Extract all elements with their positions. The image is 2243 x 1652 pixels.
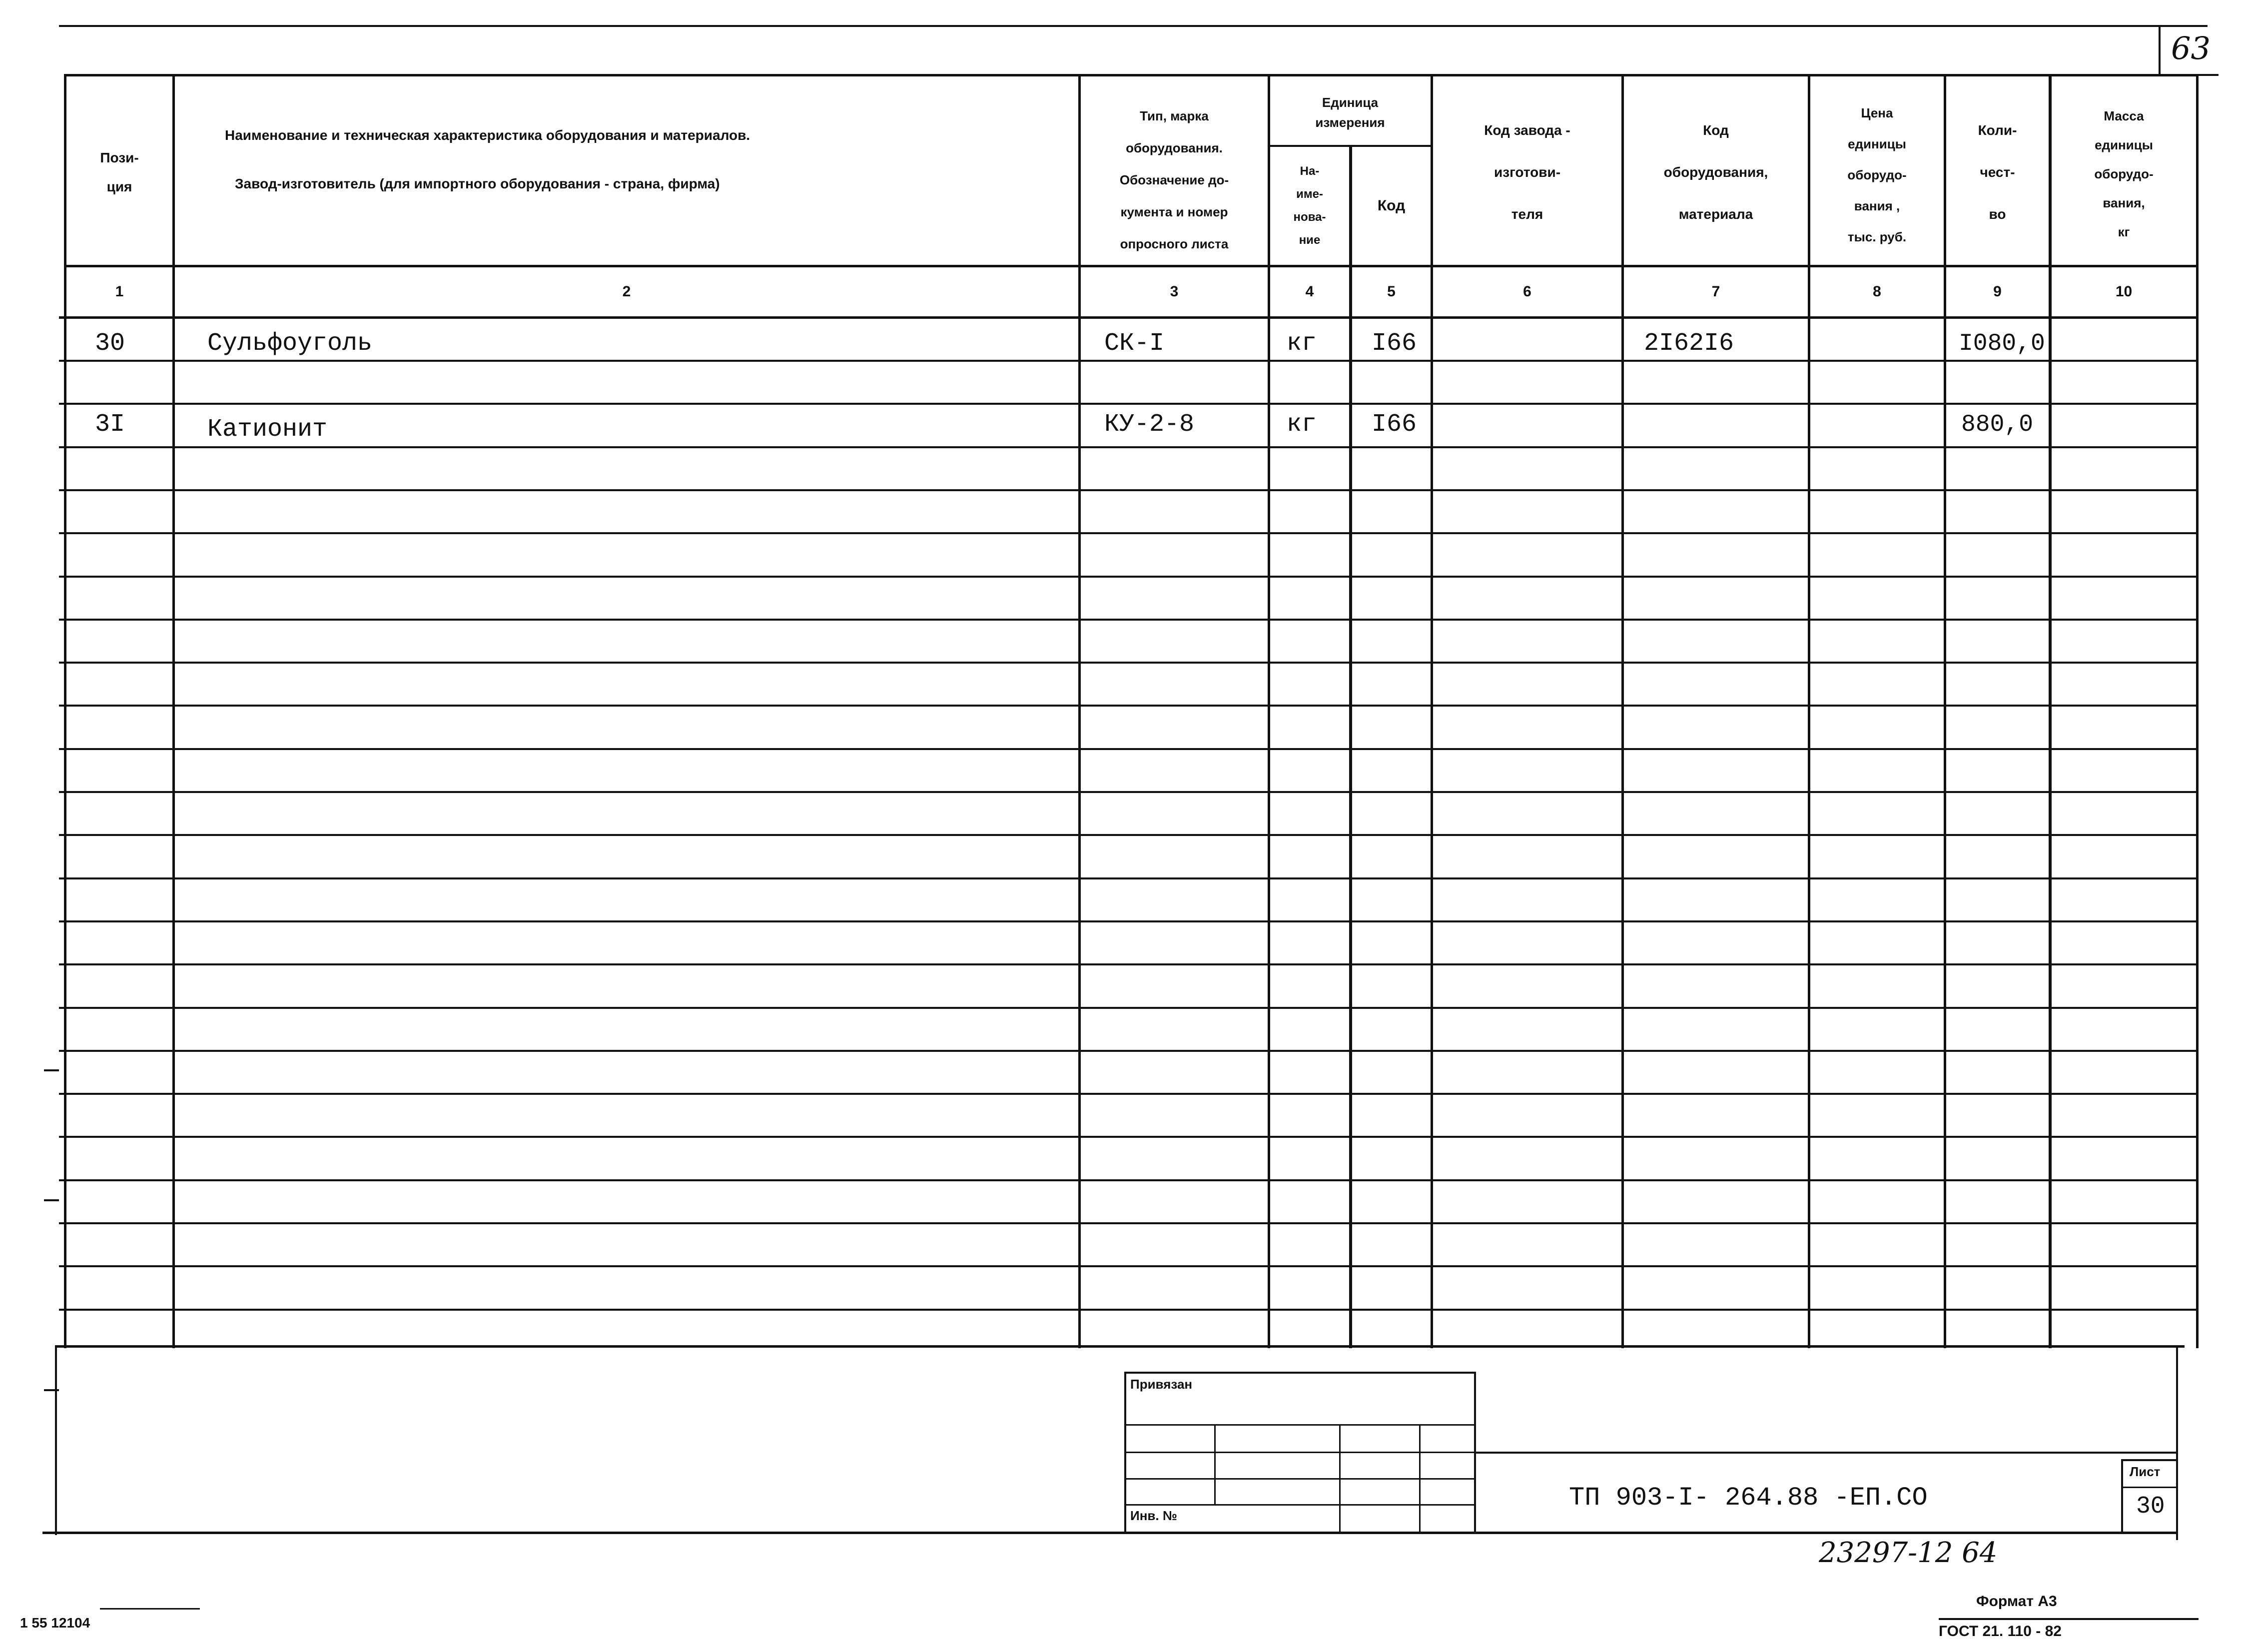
binding-box-col bbox=[1339, 1424, 1341, 1532]
title-block-top bbox=[1474, 1452, 2178, 1454]
binding-box-rule bbox=[1124, 1504, 1476, 1506]
row-rule bbox=[59, 748, 2199, 750]
column-number: 4 bbox=[1305, 283, 1314, 300]
table-bottom-border bbox=[55, 1345, 2185, 1348]
col-line-1 bbox=[172, 74, 175, 1348]
footer-left-code: 1 55 12104 bbox=[20, 1615, 90, 1631]
row-rule bbox=[59, 446, 2199, 448]
row-rule bbox=[59, 1309, 2199, 1311]
sheet-box-left bbox=[2121, 1459, 2123, 1534]
header-price: Цена единицы оборудо- вания , тыс. руб. bbox=[1847, 105, 1907, 244]
cell-equipment-code: 2I62I6 bbox=[1644, 329, 1734, 358]
row-rule bbox=[59, 532, 2199, 534]
header-factory-code: Код завода - изготови- теля bbox=[1484, 122, 1570, 222]
binding-box-top bbox=[1124, 1372, 1476, 1374]
column-number: 6 bbox=[1523, 283, 1531, 300]
document-code: ТП 903-I- 264.88 -ЕП.СО bbox=[1569, 1483, 1928, 1513]
gost-label: ГОСТ 21. 110 - 82 bbox=[1939, 1623, 2062, 1640]
footer-rule bbox=[1939, 1618, 2199, 1620]
cell-unit: кг bbox=[1287, 329, 1317, 358]
col-line-10 bbox=[2196, 74, 2199, 1348]
row-rule bbox=[59, 576, 2199, 578]
column-number: 1 bbox=[115, 283, 124, 300]
archive-number: 23297-12 64 bbox=[1819, 1537, 1998, 1569]
page-number-box-left bbox=[2159, 25, 2161, 75]
row-rule bbox=[59, 619, 2199, 621]
cell-position: 3I bbox=[95, 410, 125, 439]
sheet-box-top bbox=[2121, 1459, 2178, 1461]
header-quantity: Коли- чест- во bbox=[1978, 122, 2017, 222]
row-rule bbox=[59, 963, 2199, 965]
frame-left-lower bbox=[55, 1345, 57, 1535]
row-rule bbox=[59, 920, 2199, 922]
cell-unit-code: I66 bbox=[1372, 329, 1417, 358]
cell-type: СК-I bbox=[1104, 329, 1165, 358]
header-name-line2: Завод-изготовитель (для импортного оборудования - страна, фирма) bbox=[235, 176, 720, 191]
cell-unit: кг bbox=[1287, 410, 1317, 439]
margin-tick bbox=[44, 1199, 59, 1201]
binding-box-rule bbox=[1124, 1452, 1476, 1453]
row-rule bbox=[59, 1222, 2199, 1224]
col-line-3 bbox=[1268, 74, 1270, 1348]
binding-box-col bbox=[1214, 1424, 1216, 1504]
cell-quantity: 880,0 bbox=[1961, 411, 2034, 438]
column-number: 3 bbox=[1170, 283, 1179, 300]
binding-box-rule bbox=[1124, 1424, 1476, 1426]
footer-left-rule bbox=[100, 1608, 200, 1610]
frame-bottom bbox=[42, 1532, 2178, 1534]
col-line-7 bbox=[1808, 74, 1810, 1348]
col-line-9 bbox=[2049, 74, 2052, 1348]
binding-box-rule bbox=[1124, 1478, 1476, 1480]
cell-position: 30 bbox=[95, 329, 125, 358]
cell-quantity: I080,0 bbox=[1959, 330, 2045, 357]
col-line-5 bbox=[1431, 74, 1433, 1348]
row-rule bbox=[59, 877, 2199, 879]
inventory-label: Инв. № bbox=[1130, 1508, 1177, 1523]
sheet-box-rule bbox=[2121, 1487, 2178, 1488]
col-line-0 bbox=[64, 74, 66, 1348]
col-line-2 bbox=[1078, 74, 1081, 1348]
row-rule bbox=[59, 403, 2199, 405]
header-mass: Масса единицы оборудо- вания, кг bbox=[2094, 108, 2154, 239]
row-rule bbox=[59, 489, 2199, 491]
col-line-8 bbox=[1944, 74, 1946, 1348]
page-number-top: 63 bbox=[2171, 30, 2211, 66]
column-number: 5 bbox=[1387, 283, 1396, 300]
table-top-border bbox=[64, 74, 2199, 76]
sheet-number: 30 bbox=[2136, 1493, 2165, 1520]
top-rule bbox=[59, 25, 2208, 27]
binding-box-col bbox=[1419, 1424, 1421, 1532]
row-rule bbox=[59, 1136, 2199, 1138]
header-equipment-code: Код оборудования, материала bbox=[1663, 122, 1768, 222]
margin-tick bbox=[44, 1069, 59, 1071]
header-type: Тип, марка оборудования. Обозначение до- кумента и номер опросного листа bbox=[1119, 108, 1229, 251]
row-rule bbox=[59, 1179, 2199, 1181]
frame-right-lower bbox=[2176, 1345, 2178, 1540]
column-number: 2 bbox=[622, 283, 631, 300]
sheet-label: Лист bbox=[2130, 1464, 2161, 1479]
header-unit-group: Единица измерения bbox=[1315, 95, 1385, 130]
column-number: 8 bbox=[1873, 283, 1881, 300]
column-number: 10 bbox=[2115, 283, 2133, 300]
header-unit-name: На- име- нова- ние bbox=[1293, 164, 1326, 247]
row-rule bbox=[59, 791, 2199, 793]
col-line-6 bbox=[1621, 74, 1624, 1348]
row-rule bbox=[59, 1007, 2199, 1009]
col-line-4 bbox=[1349, 145, 1352, 1348]
numbers-row-border bbox=[59, 316, 2199, 319]
row-rule bbox=[59, 834, 2199, 836]
header-name-line1: Наименование и техническая характеристика оборудования и материалов. bbox=[225, 127, 750, 143]
cell-unit-code: I66 bbox=[1372, 410, 1417, 439]
header-unit-code: Код bbox=[1377, 197, 1406, 214]
header-position: Пози- ция bbox=[100, 150, 139, 194]
row-rule bbox=[59, 1050, 2199, 1052]
column-number: 9 bbox=[1993, 283, 2002, 300]
format-label: Формат А3 bbox=[1976, 1593, 2057, 1610]
cell-name: Сульфоуголь bbox=[207, 329, 373, 358]
cell-type: КУ-2-8 bbox=[1104, 410, 1195, 439]
row-rule bbox=[59, 1093, 2199, 1095]
binding-label: Привязан bbox=[1130, 1377, 1193, 1392]
row-rule bbox=[59, 360, 2199, 362]
row-rule bbox=[59, 1265, 2199, 1267]
cell-name: Катионит bbox=[207, 415, 328, 444]
column-number: 7 bbox=[1711, 283, 1720, 300]
margin-tick bbox=[44, 1389, 59, 1391]
row-rule bbox=[59, 662, 2199, 664]
row-rule bbox=[59, 705, 2199, 707]
